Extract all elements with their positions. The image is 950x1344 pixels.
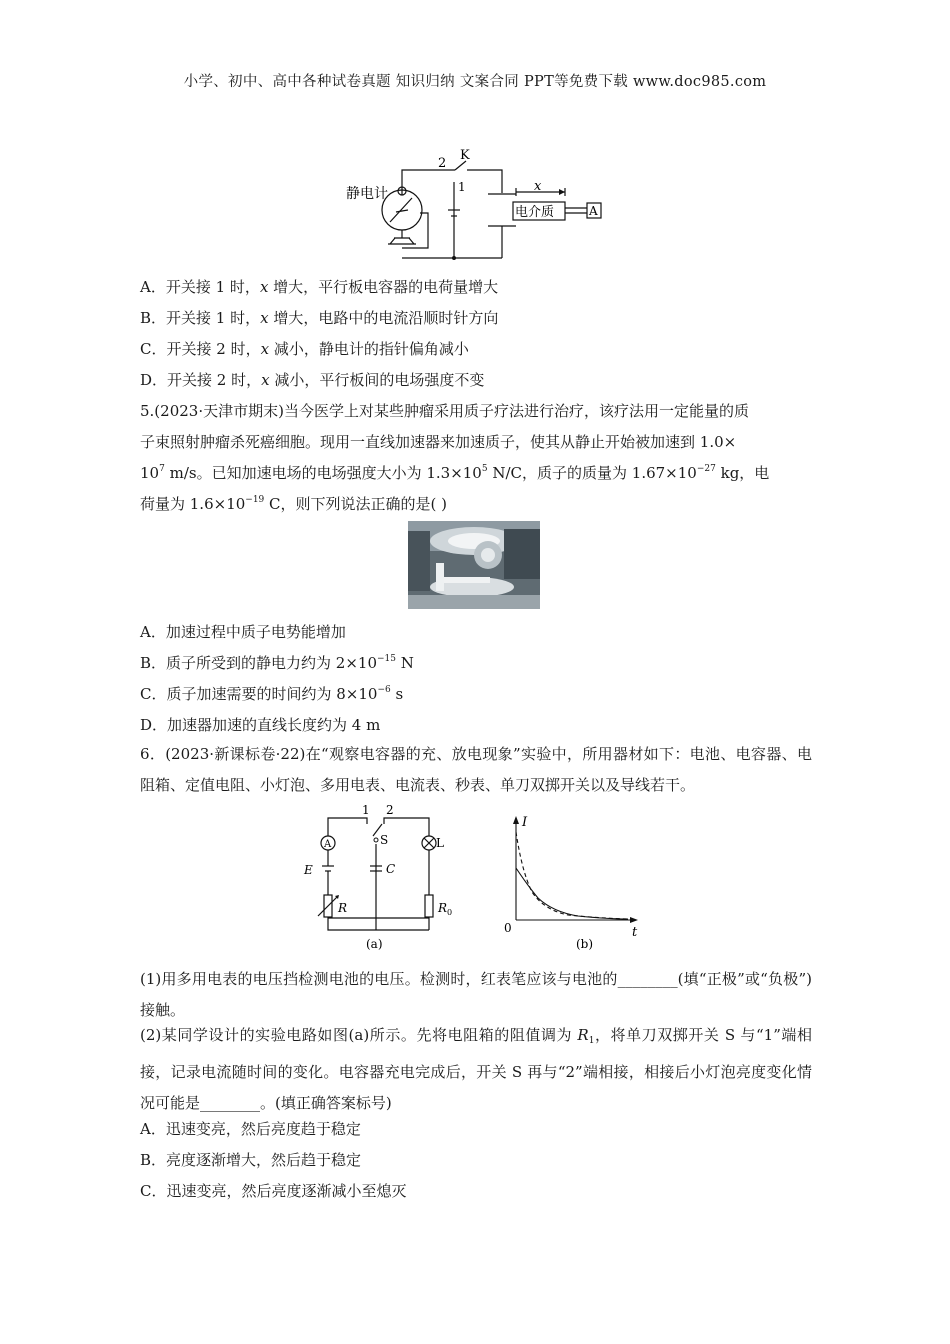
fig-b-axis-t: t	[632, 925, 638, 940]
q6-part-1: (1)用多用电表的电压挡检测电池的电压。检测时，红表笔应该与电池的________(填“正极”或“负极”)接触。	[140, 970, 812, 1019]
q5-line-1: 5.(2023·天津市期末)当今医学上对某些肿瘤采用质子疗法进行治疗，该疗法用一定能量的质	[140, 402, 749, 420]
figure-a-circuit	[296, 800, 466, 952]
figure-b-current-time-graph	[498, 812, 648, 952]
label-2: 2	[438, 156, 447, 171]
q6-part-2: (2)某同学设计的实验电路如图(a)所示。先将电阻箱的阻值调为 $R_1$，将单刀双掷开关 S 与“1”端相接，记录电流随时间的变化。电容器充电完成后，开关 S 再与“2”端相接，相接后小灯泡亮度变化情况可能是________。(填正确答案标号)	[140, 1026, 812, 1112]
fig-a-terminal-2: 2	[386, 803, 394, 817]
q6-option-c: C．迅速变亮，然后亮度逐渐减小至熄灭	[140, 1182, 407, 1200]
fig-a-ammeter-label: A	[324, 839, 332, 850]
label-1: 1	[458, 180, 466, 194]
label-x: x	[534, 179, 542, 194]
fig-a-caption: (a)	[366, 937, 383, 951]
q5-option-c: C．质子加速需要的时间约为 $8\times 10^{-6}$ s	[140, 685, 404, 703]
q4-option-b: B．开关接 1 时，x 增大，电路中的电流沿顺时针方向	[140, 309, 499, 327]
proton-therapy-photo	[408, 521, 540, 609]
label-A: A	[589, 204, 598, 218]
fig-b-origin: 0	[504, 921, 512, 935]
q4-option-a: A．开关接 1 时，x 增大，平行板电容器的电荷量增大	[140, 278, 499, 296]
fig-a-terminal-1: 1	[362, 803, 370, 817]
q6-option-a: A．迅速变亮，然后亮度趋于稳定	[140, 1120, 361, 1138]
q6-option-b: B．亮度逐渐增大，然后趋于稳定	[140, 1151, 362, 1169]
q5-option-b: B．质子所受到的静电力约为 $2\times 10^{-15}$ N	[140, 654, 414, 672]
fig-b-caption: (b)	[576, 937, 594, 951]
label-dielectric: 电介质	[515, 205, 555, 220]
q5-option-a: A．加速过程中质子电势能增加	[140, 623, 346, 641]
label-electrometer: 静电计	[346, 186, 388, 202]
q5-line-4: 荷量为 $1.6\times 10^{-19}$ C，则下列说法正确的是( )	[140, 495, 447, 513]
fig-a-capacitor-label: C	[386, 862, 396, 876]
q4-option-d: D．开关接 2 时，x 减小，平行板间的电场强度不变	[140, 371, 485, 389]
figure-capacitor-circuit	[340, 148, 610, 264]
q4-option-c: C．开关接 2 时，x 减小，静电计的指针偏角减小	[140, 340, 469, 358]
fig-a-lamp-label: L	[436, 836, 444, 850]
fig-a-resistor-label: R	[338, 901, 348, 915]
q5-line-2: 子束照射肿瘤杀死癌细胞。现用一直线加速器来加速质子，使其从静止开始被加速到 1.0×	[140, 433, 737, 451]
fig-a-switch-label: S	[380, 833, 389, 847]
q6-intro: 6．(2023·新课标卷·22)在“观察电容器的充、放电现象”实验中，所用器材如下：电池、电容器、电阻箱、定值电阻、小灯泡、多用电表、电流表、秒表、单刀双掷开关以及导线若干。	[140, 745, 812, 794]
q5-line-3: $10^7$ m/s。已知加速电场的电场强度大小为 $1.3\times 10^5$ N/C，质子的质量为 $1.67\times 10^{-27}$ kg，电	[140, 464, 770, 482]
page-header: 小学、初中、高中各种试卷真题 知识归纳 文案合同 PPT等免费下载 www.doc985.com	[183, 74, 767, 90]
fig-a-battery-label: E	[304, 863, 313, 877]
label-K: K	[460, 148, 470, 163]
fig-b-axis-i: I	[522, 815, 528, 830]
fig-a-r0-label: $R_0$	[438, 901, 453, 917]
q5-option-d: D．加速器加速的直线长度约为 4 m	[140, 716, 381, 734]
